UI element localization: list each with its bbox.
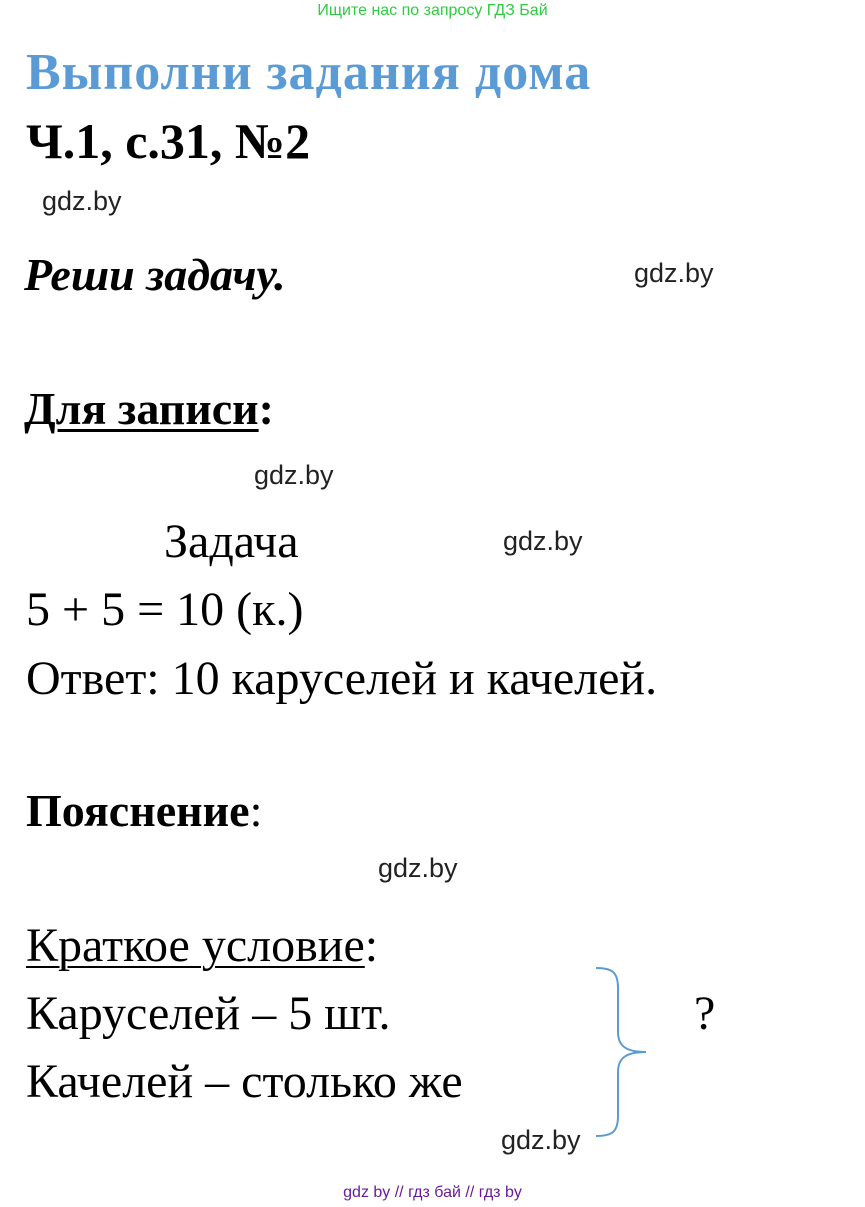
watermark: gdz.by [501,1125,581,1155]
solution-equation: 5 + 5 = 10 (к.) [26,583,304,636]
short-condition-colon: : [364,919,379,972]
condition-line-swings: Качелей – столько же [26,1055,463,1108]
textbook-reference: Ч.1, с.31, №2 [26,113,311,169]
footer-links[interactable]: gdz by // гдз бай // гдз by [343,1184,522,1201]
condition-line-carousels: Каруселей – 5 шт. [26,987,391,1040]
watermark: gdz.by [634,258,714,288]
short-condition-heading [26,919,379,972]
watermark: gdz.by [503,526,583,556]
solution-title: Задача [164,515,299,568]
explanation-heading [26,785,263,836]
page-heading: Выполни задания дома [26,44,592,101]
watermark: gdz.by [42,186,122,216]
record-section-label: Для записи [24,383,259,434]
explanation-label: Пояснение [26,785,250,836]
record-section-colon: : [258,383,274,434]
watermark: gdz.by [378,853,458,883]
record-section-heading [24,383,274,434]
watermark: gdz.by [254,460,334,490]
curly-brace-icon [594,966,654,1141]
short-condition-label: Краткое условие [26,919,365,972]
solution-answer: Ответ: 10 каруселей и качелей. [26,652,658,705]
top-search-hint[interactable]: Ищите нас по запросу ГДЗ Бай [317,2,548,19]
question-mark: ? [694,987,716,1040]
explanation-colon: : [249,785,263,836]
task-instruction: Реши задачу. [24,249,286,300]
